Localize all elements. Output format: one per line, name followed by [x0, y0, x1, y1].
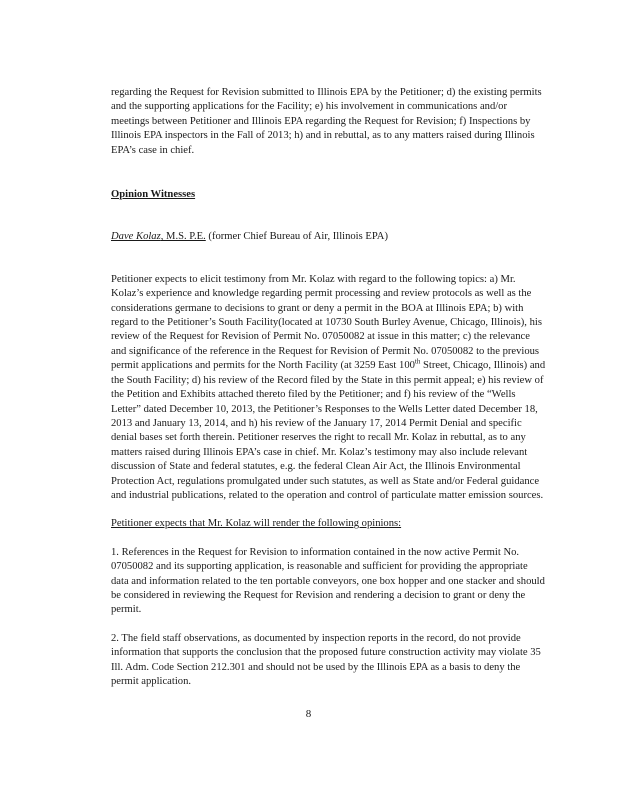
paragraph-topics-part-b: Street, Chicago, Illinois) and the South Facility; d) his review of the Record filed by the State in this permit appeal; e) his review of the Petition and Exhibits attached thereto filed by the Petitioner; and f) his review of the “Wells Letter” dated December 10, 2013, the Petitioner’s Responses to the Wells Letter dated December 18, 2013 and January 13, 2014, and h) his review of the January 17, 2014 Permit Denial and specific denial bases set forth therein. Petitioner reserves the right to recall Mr. Kolaz in rebuttal, as to any matters raised during Illinois EPA’s case in chief. Mr. Kolaz’s testimony may also include relevant discussion of State and federal statutes, e.g. the federal Clean Air Act, the Illinois Environmental Protection Act, regulations promulgated under such statutes, as well as State and/or Federal guidance and industrial publications, related to the operation and control of particulate matter emission sources.: [111, 360, 546, 501]
witness-role: (former Chief Bureau of Air, Illinois EPA): [205, 231, 388, 243]
paragraph-topics: [111, 273, 547, 504]
page-number: 8: [305, 708, 312, 720]
section-heading-opinion-witnesses: Opinion Witnesses: [111, 189, 196, 201]
paragraph-expects: Petitioner expects that Mr. Kolaz will render the following opinions:: [111, 518, 402, 530]
paragraph-topics-part-a: Petitioner expects to elicit testimony from Mr. Kolaz with regard to the following topics: a) Mr. Kolaz’s experience and knowledge regarding permit processing and review protocols as well as the considerations germane to decisions to grant or deny a permit in the BOA at Illinois EPA; b) with regard to the Petitioner’s South Facility(located at 10730 South Burley Avenue, Chicago, Illinois), his review of the Request for Revision of Permit No. 07050082 at issue in this matter; c) the relevance and significance of the reference in the Request for Revision of Permit No. 07050082 to the previous permit applications and permits for the North Facility (at 3259 East 100: [111, 273, 542, 372]
superscript-th: th: [414, 357, 421, 366]
witness-name: Dave Kolaz: [111, 231, 161, 243]
paragraph-opinion-1: 1. References in the Request for Revision to information contained in the now active Permit No. 07050082 and its supporting application, is reasonable and sufficient for providing the appropriate data and information related to the ten portable conveyors, one box hopper and one stacker and should be considered in reviewing the Request for Revision and rendering a decision to grant or deny the permit.: [111, 546, 545, 616]
witness-line: [111, 230, 547, 244]
paragraph-opinion-2: 2. The field staff observations, as documented by inspection reports in the record, do not provide information that supports the conclusion that the proposed future construction activity may violate 35 Ill. Adm. Code Section 212.301 and should not be used by the Illinois EPA as a basis to deny the permit application.: [111, 632, 541, 687]
witness-title: , M.S. P.E.: [160, 231, 206, 243]
paragraph-intro: regarding the Request for Revision submitted to Illinois EPA by the Petitioner; d) the existing permits and the supporting applications for the Facility; e) his involvement in communications and/or meetings between Petitioner and Illinois EPA regarding the Request for Revision; f) Inspections by Illinois EPA inspectors in the Fall of 2013; h) and in rebuttal, as to any matters raised during Illinois EPA’s case in chief.: [111, 87, 542, 156]
document-body: [111, 86, 547, 689]
